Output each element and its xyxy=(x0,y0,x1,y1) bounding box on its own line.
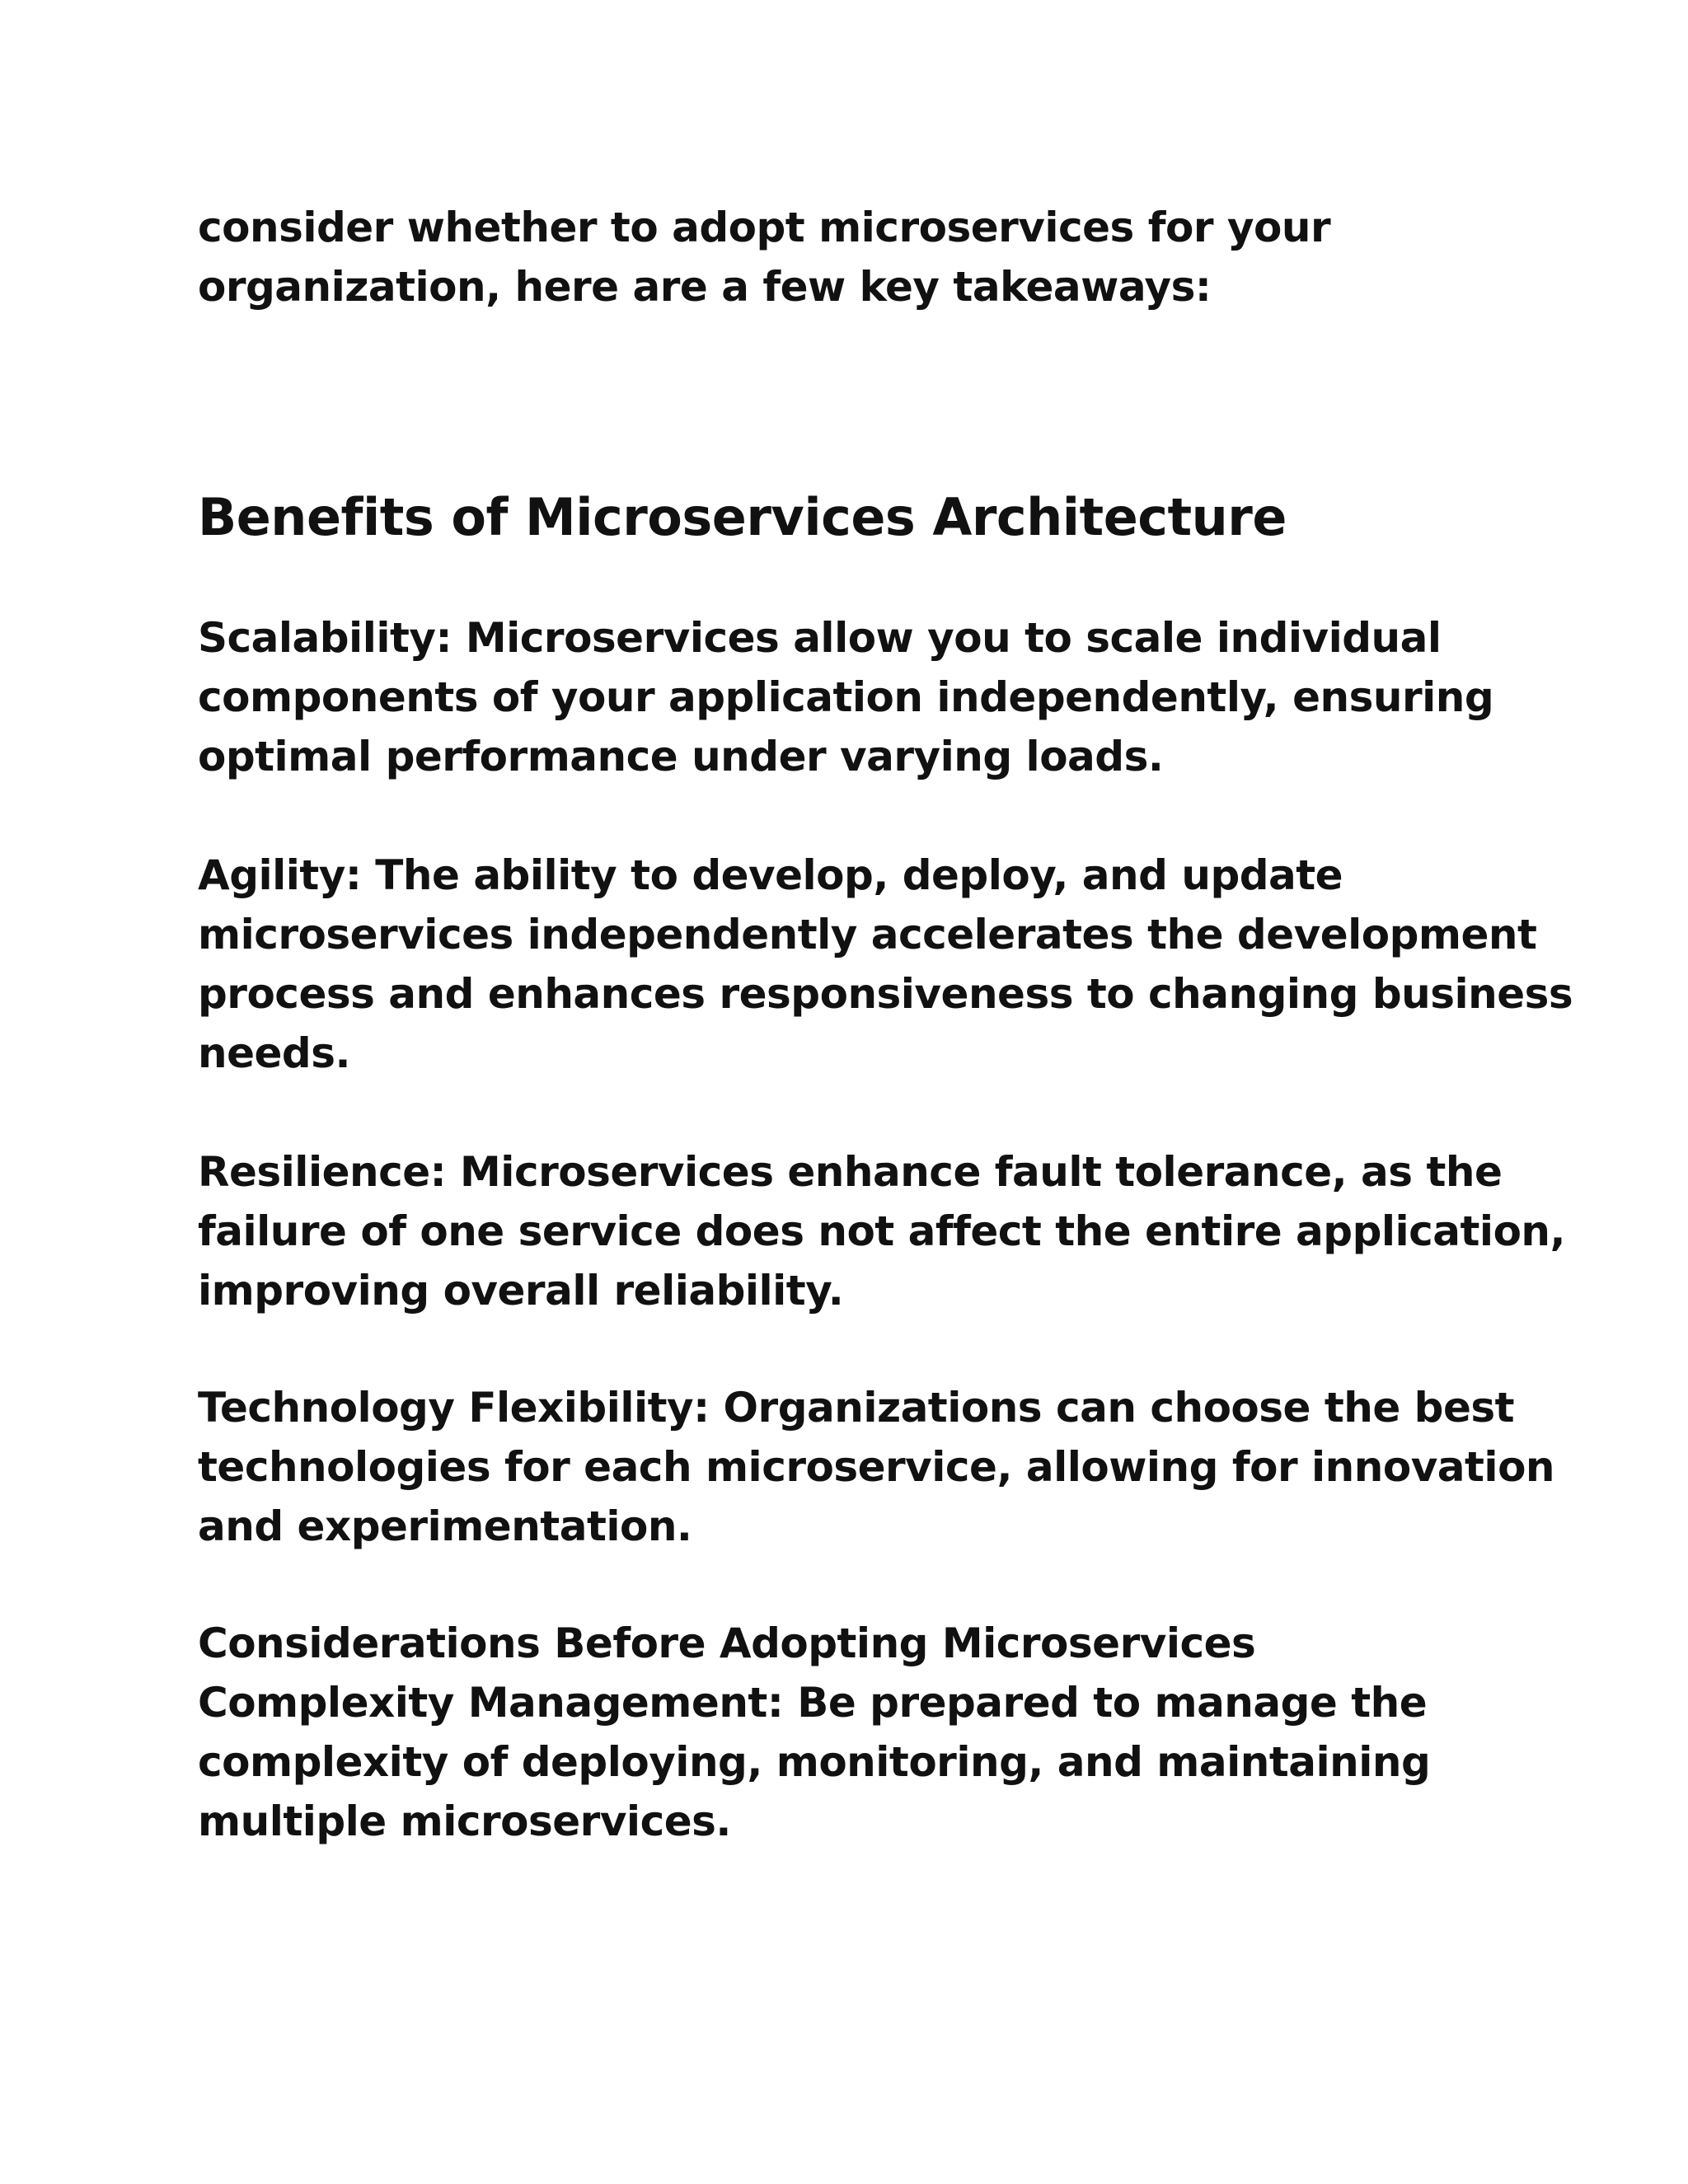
technology-flexibility-paragraph xyxy=(198,1378,1554,1556)
text-line: failure of one service does not affect the entire application, xyxy=(198,1207,1566,1255)
text-line: process and enhances responsiveness to changing business xyxy=(198,970,1573,1018)
document-page xyxy=(198,198,1573,1845)
text-line: components of your application independently, ensuring xyxy=(198,673,1494,721)
text-line: and experimentation. xyxy=(198,1502,692,1550)
text-line: organization, here are a few key takeaways: xyxy=(198,263,1212,311)
intro-paragraph xyxy=(198,198,1484,316)
section-heading-block xyxy=(198,485,1287,551)
text-line: needs. xyxy=(198,1029,350,1077)
text-line: multiple microservices. xyxy=(198,1797,731,1845)
text-line: microservices independently accelerates the development xyxy=(198,911,1537,958)
text-line: Complexity Management: Be prepared to manage the xyxy=(198,1679,1428,1727)
text-line: Scalability: Microservices allow you to scale individual xyxy=(198,614,1442,662)
text-line: improving overall reliability. xyxy=(198,1267,844,1315)
scalability-paragraph xyxy=(198,608,1493,786)
resilience-paragraph xyxy=(198,1142,1565,1320)
text-line: Considerations Before Adopting Microservices xyxy=(198,1619,1256,1667)
text-line: Agility: The ability to develop, deploy, and update xyxy=(198,851,1343,899)
agility-paragraph xyxy=(198,846,1573,1083)
text-line: optimal performance under varying loads. xyxy=(198,733,1164,780)
considerations-paragraph xyxy=(198,1614,1430,1851)
text-line: Technology Flexibility: Organizations can choose the best xyxy=(198,1384,1515,1432)
text-line: complexity of deploying, monitoring, and maintaining xyxy=(198,1738,1431,1786)
text-line: technologies for each microservice, allowing for innovation xyxy=(198,1443,1555,1491)
section-heading: Benefits of Microservices Architecture xyxy=(198,487,1287,547)
text-line: consider whether to adopt microservices for your xyxy=(198,204,1331,251)
text-line: Resilience: Microservices enhance fault tolerance, as the xyxy=(198,1148,1503,1196)
